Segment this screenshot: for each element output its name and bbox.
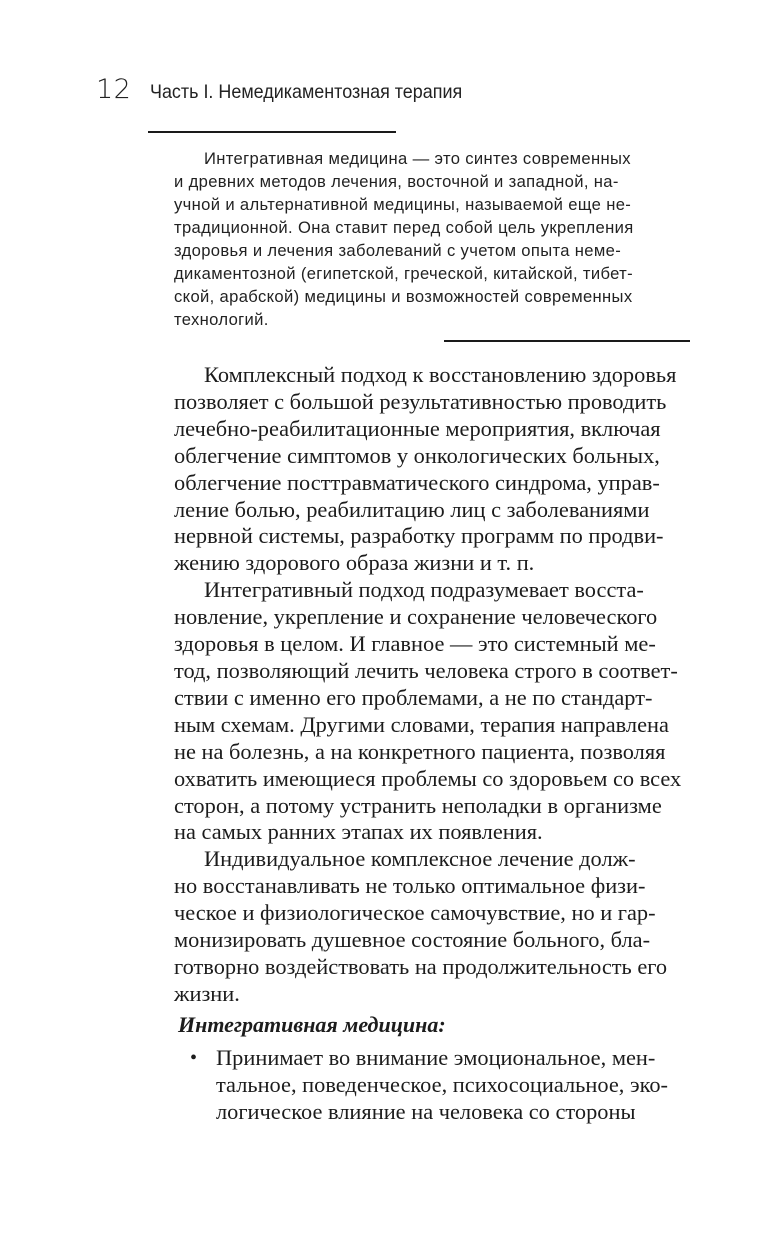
callout-line: ской, арабской) медицины и возможностей современных [174,287,633,306]
text-line: ным схемам. Другими словами, терапия направлена [174,711,669,737]
text-line: ление болью, реабилитацию лиц с заболеваниями [174,496,650,522]
text-line: логическое влияние на человека со стороны [216,1098,636,1124]
text-line: нервной системы, разработку программ по продви- [174,523,664,549]
page-number: 12 [96,74,132,105]
callout-line: и древних методов лечения, восточной и западной, на- [174,172,619,191]
running-title: Часть I. Немедикаментозная терапия [150,81,463,103]
text-line: Принимает во внимание эмоциональное, мен- [216,1045,656,1070]
text-line: монизировать душевное состояние больного, бла- [174,927,651,953]
text-line: позволяет с большой результативностью проводить [174,388,667,414]
callout-line: дикаментозной (египетской, греческой, китайской, тибет- [174,264,633,283]
text-line: сторон, а потому устранить неполадки в организме [174,792,662,818]
text-line: тод, позволяющий лечить человека строго в соответ- [174,657,678,683]
callout-line: здоровья и лечения заболеваний с учетом опыта неме- [174,241,622,260]
main-text [174,362,694,1008]
text-line: но восстанавливать не только оптимальное физи- [174,873,646,899]
text-line: ствии с именно его проблемами, а не по стандарт- [174,684,653,710]
text-line: на самых ранних этапах их появления. [174,819,543,845]
text-line: облегчение симптомов у онкологических больных, [174,442,660,468]
callout-bottom-rule [444,340,690,342]
text-line: новление, укрепление и сохранение человеческого [174,604,658,630]
callout-line: традиционной. Она ставит перед собой цель укрепления [174,218,634,237]
text-line: ческое и физиологическое самочувствие, но и гар- [174,900,656,926]
callout-line: технологий. [174,310,269,329]
text-line: тальное, поведенческое, психосоциальное, эко- [216,1071,668,1097]
text-line: здоровья в целом. И главное — это системный ме- [174,631,656,657]
text-line: Комплексный подход к восстановлению здоровья [204,362,677,387]
text-line: лечебно-реабилитационные мероприятия, включая [174,415,661,441]
text-line: охватить имеющиеся проблемы со здоровьем со всех [174,765,682,791]
page-header [96,74,490,105]
text-line: жению здорового образа жизни и т. п. [174,550,535,576]
text-line: не на болезнь, а на конкретного пациента, позволяя [174,738,666,764]
definition-callout [174,147,694,331]
text-line: Индивидуальное комплексное лечение долж- [204,846,636,872]
callout-top-rule [148,131,396,133]
bullet-icon: • [190,1047,198,1069]
text-line: жизни. [174,980,240,1006]
bullet-text [216,1045,668,1126]
paragraph [174,846,694,1007]
text-line: готворно воздействовать на продолжительность его [174,953,668,979]
section-heading: Интегративная медицина: [178,1012,446,1037]
callout-line: учной и альтернативной медицины, называемой еще не- [174,195,632,214]
callout-line: Интегративная медицина — это синтез современных [204,149,631,168]
paragraph [174,577,694,846]
text-line: Интегративный подход подразумевает восста- [204,577,644,603]
text-line: облегчение посттравматического синдрома, управ- [174,469,660,495]
paragraph [174,362,694,577]
